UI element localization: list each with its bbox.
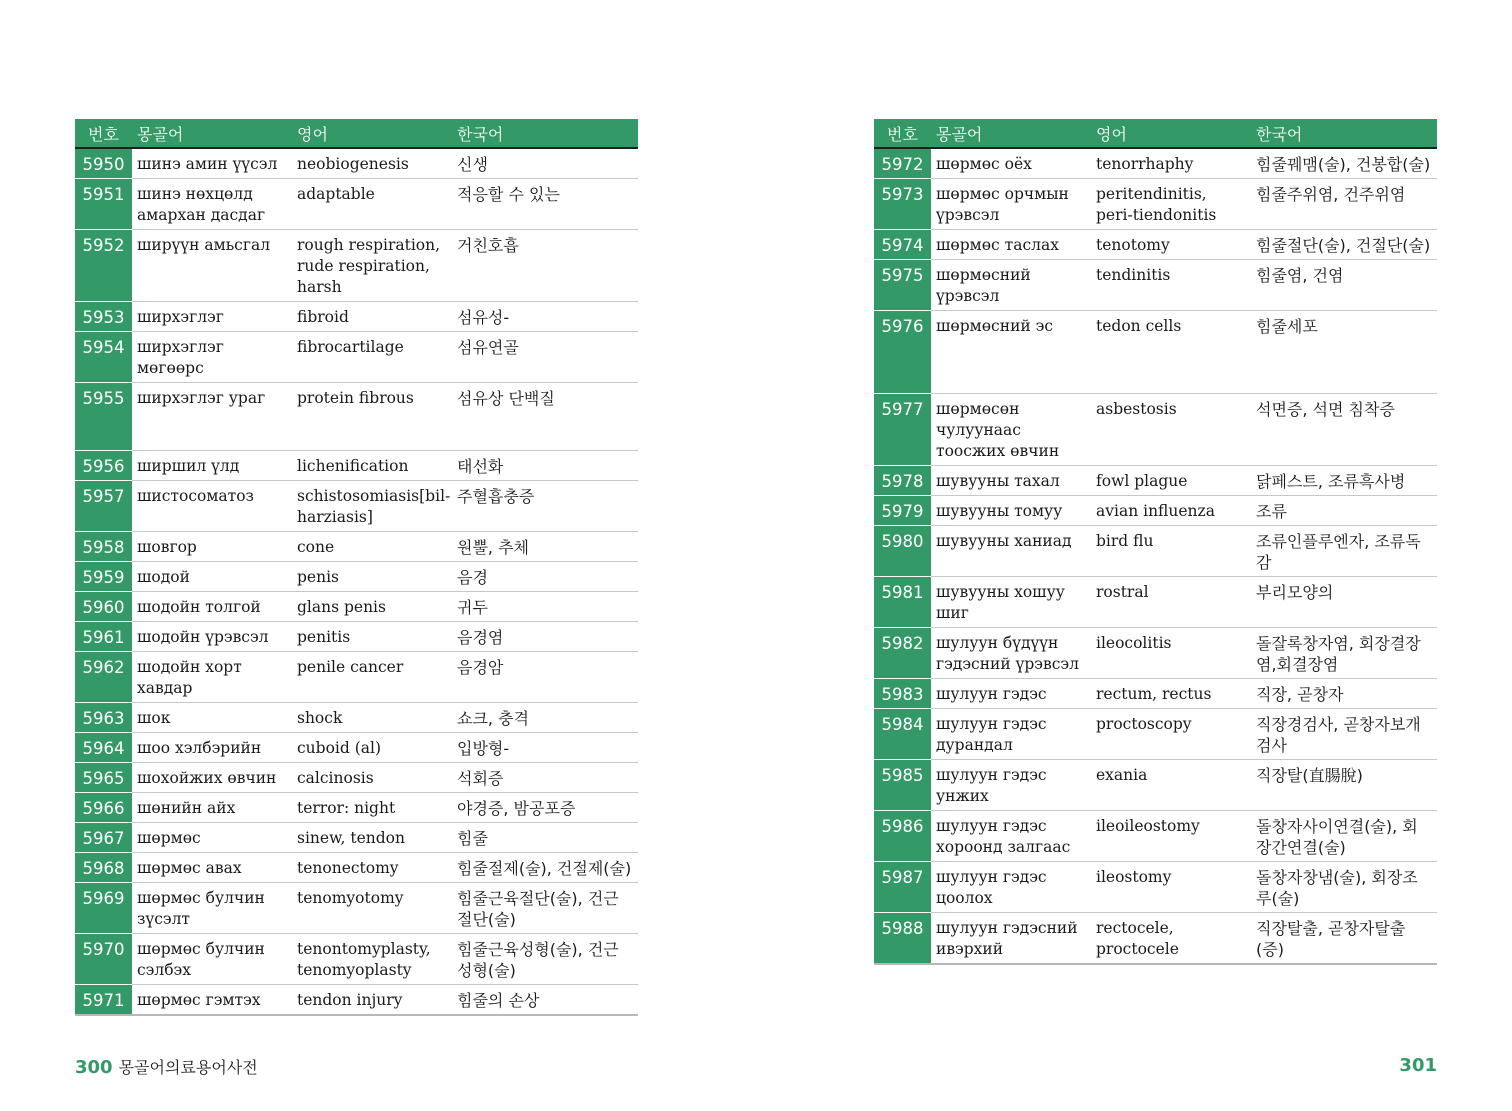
table-row [874,526,1437,577]
english-term: peritendinitis, peri-tiendonitis [1091,179,1251,230]
english-term: cuboid (al) [292,733,452,763]
table-row [75,481,638,532]
english-term: sinew, tendon [292,823,452,853]
english-term: tendon injury [292,985,452,1016]
entry-number: 5966 [75,793,132,823]
table-row [75,934,638,985]
footer-left [75,1055,258,1078]
mongolian-term: ширхэглэг [132,302,292,332]
korean-term: 힘줄세포 [1251,311,1437,394]
english-term: adaptable [292,179,452,230]
korean-term: 음경 [452,562,638,592]
table-row [874,709,1437,760]
entry-number: 5971 [75,985,132,1016]
entry-number: 5962 [75,652,132,703]
mongolian-term: шоо хэлбэрийн [132,733,292,763]
korean-term: 힘줄의 손상 [452,985,638,1016]
mongolian-term: шувууны хошуу шиг [931,577,1091,628]
table-row [874,760,1437,811]
korean-term: 섬유상 단백질 [452,383,638,451]
table-row [75,148,638,179]
entry-number: 5960 [75,592,132,622]
mongolian-term: шөрмөс булчин зүсэлт [132,883,292,934]
table-header-row [874,119,1437,148]
table-row [75,592,638,622]
mongolian-term: шулуун гэдэс хороонд залгаас [931,811,1091,862]
table-row [874,577,1437,628]
english-term: ileocolitis [1091,628,1251,679]
mongolian-term: шувууны тахал [931,466,1091,496]
table-row [75,793,638,823]
korean-term: 조류인플루엔자, 조류독감 [1251,526,1437,577]
english-term: tenomyotomy [292,883,452,934]
entry-number: 5984 [874,709,931,760]
table-row [874,862,1437,913]
entry-number: 5968 [75,853,132,883]
table-row [874,260,1437,311]
entry-number: 5981 [874,577,931,628]
mongolian-term: шөрмөс авах [132,853,292,883]
table-body-left [75,148,638,1015]
english-term: proctoscopy [1091,709,1251,760]
english-term: rostral [1091,577,1251,628]
header-mongolian: 몽골어 [931,119,1091,148]
entry-number: 5972 [874,148,931,179]
english-term: calcinosis [292,763,452,793]
mongolian-term: шулуун гэдэс дурандал [931,709,1091,760]
entry-number: 5969 [75,883,132,934]
english-term: ileostomy [1091,862,1251,913]
korean-term: 원뿔, 추체 [452,532,638,562]
table-header-row [75,119,638,148]
english-term: penis [292,562,452,592]
mongolian-term: ширхэглэг мөгөөрс [132,332,292,383]
mongolian-term: шулуун гэдэс цоолох [931,862,1091,913]
header-english: 영어 [292,119,452,148]
mongolian-term: шөрмөс гэмтэх [132,985,292,1016]
english-term: cone [292,532,452,562]
mongolian-term: шөрмөс оёх [931,148,1091,179]
korean-term: 힘줄절제(술), 건절제(술) [452,853,638,883]
table-row [75,383,638,451]
korean-term: 닭페스트, 조류흑사병 [1251,466,1437,496]
english-term: fibroid [292,302,452,332]
entry-number: 5951 [75,179,132,230]
korean-term: 조류 [1251,496,1437,526]
mongolian-term: шөрмөс орчмын үрэвсэл [931,179,1091,230]
korean-term: 음경암 [452,652,638,703]
korean-term: 힘줄 [452,823,638,853]
entry-number: 5959 [75,562,132,592]
dictionary-table-right [874,119,1437,965]
table-row [874,394,1437,466]
table-row [75,332,638,383]
korean-term: 석면증, 석면 침착증 [1251,394,1437,466]
entry-number: 5965 [75,763,132,793]
mongolian-term: ширхэглэг ураг [132,383,292,451]
mongolian-term: шинэ нөхцөлд амархан дасдаг [132,179,292,230]
mongolian-term: шөрмөс таслах [931,230,1091,260]
korean-term: 쇼크, 충격 [452,703,638,733]
header-korean: 한국어 [452,119,638,148]
entry-number: 5986 [874,811,931,862]
english-term: terror: night [292,793,452,823]
english-term: tenontomyplasty, tenomyoplasty [292,934,452,985]
mongolian-term: шистосоматоз [132,481,292,532]
table-row [874,179,1437,230]
english-term: bird flu [1091,526,1251,577]
entry-number: 5988 [874,913,931,965]
korean-term: 직장탈출, 곧창자탈출(증) [1251,913,1437,965]
table-row [874,148,1437,179]
korean-term: 돌창자창냄(술), 회장조루(술) [1251,862,1437,913]
table-row [874,628,1437,679]
english-term: rectocele, proctocele [1091,913,1251,965]
table-row [75,853,638,883]
korean-term: 적응할 수 있는 [452,179,638,230]
korean-term: 석회증 [452,763,638,793]
header-english: 영어 [1091,119,1251,148]
mongolian-term: ширшил үлд [132,451,292,481]
korean-term: 직장, 곧창자 [1251,679,1437,709]
korean-term: 돌창자사이연결(술), 회장간연결(술) [1251,811,1437,862]
mongolian-term: шулуун бүдүүн гэдэсний үрэвсэл [931,628,1091,679]
english-term: fibrocartilage [292,332,452,383]
table-row [75,179,638,230]
english-term: avian influenza [1091,496,1251,526]
mongolian-term: шулуун гэдэс [931,679,1091,709]
entry-number: 5954 [75,332,132,383]
korean-term: 주혈흡충증 [452,481,638,532]
mongolian-term: шодойн хорт хавдар [132,652,292,703]
english-term: rough respiration, rude respiration, harsh [292,230,452,302]
english-term: neobiogenesis [292,148,452,179]
korean-term: 힘줄근육절단(술), 건근절단(술) [452,883,638,934]
korean-term: 돌잘록창자염, 회장결장염,회결장염 [1251,628,1437,679]
mongolian-term: шулуун гэдэсний ивэрхий [931,913,1091,965]
korean-term: 힘줄절단(술), 건절단(술) [1251,230,1437,260]
mongolian-term: шөрмөс [132,823,292,853]
mongolian-term: шохойжих өвчин [132,763,292,793]
korean-term: 입방형- [452,733,638,763]
mongolian-term: шөрмөс булчин сэлбэх [132,934,292,985]
mongolian-term: шинэ амин үүсэл [132,148,292,179]
entry-number: 5956 [75,451,132,481]
korean-term: 야경증, 밤공포증 [452,793,638,823]
table-body-right [874,148,1437,964]
table-row [75,622,638,652]
table-row [75,883,638,934]
entry-number: 5977 [874,394,931,466]
entry-number: 5961 [75,622,132,652]
english-term: lichenification [292,451,452,481]
mongolian-term: шувууны ханиад [931,526,1091,577]
english-term: fowl plague [1091,466,1251,496]
entry-number: 5952 [75,230,132,302]
english-term: rectum, rectus [1091,679,1251,709]
korean-term: 직장탈(直腸脫) [1251,760,1437,811]
entry-number: 5955 [75,383,132,451]
mongolian-term: шулуун гэдэс унжих [931,760,1091,811]
entry-number: 5979 [874,496,931,526]
english-term: ileoileostomy [1091,811,1251,862]
mongolian-term: шок [132,703,292,733]
entry-number: 5978 [874,466,931,496]
korean-term: 거친호흡 [452,230,638,302]
english-term: tedon cells [1091,311,1251,394]
entry-number: 5980 [874,526,931,577]
left-page-number: 300 [75,1057,113,1078]
mongolian-term: шөнийн айх [132,793,292,823]
table-row [75,703,638,733]
english-term: penitis [292,622,452,652]
table-row [75,451,638,481]
dictionary-table-left [75,119,638,1016]
mongolian-term: шодой [132,562,292,592]
mongolian-term: шовгор [132,532,292,562]
header-korean: 한국어 [1251,119,1437,148]
korean-term: 섬유연골 [452,332,638,383]
header-mongolian: 몽골어 [132,119,292,148]
right-page-number: 301 [1399,1055,1437,1076]
mongolian-term: ширүүн амьсгал [132,230,292,302]
english-term: glans penis [292,592,452,622]
entry-number: 5957 [75,481,132,532]
english-term: exania [1091,760,1251,811]
table-row [75,562,638,592]
table-row [75,302,638,332]
mongolian-term: шодойн толгой [132,592,292,622]
entry-number: 5973 [874,179,931,230]
english-term: tenorrhaphy [1091,148,1251,179]
entry-number: 5963 [75,703,132,733]
korean-term: 힘줄꿰맴(술), 건봉합(술) [1251,148,1437,179]
table-row [874,679,1437,709]
english-term: protein fibrous [292,383,452,451]
mongolian-term: шөрмөсний үрэвсэл [931,260,1091,311]
header-number: 번호 [75,119,132,148]
table-row [874,811,1437,862]
korean-term: 귀두 [452,592,638,622]
table-row [75,733,638,763]
english-term: shock [292,703,452,733]
entry-number: 5975 [874,260,931,311]
entry-number: 5970 [75,934,132,985]
table-row [874,311,1437,394]
entry-number: 5967 [75,823,132,853]
table-row [874,230,1437,260]
entry-number: 5958 [75,532,132,562]
table-row [75,230,638,302]
table-row [75,532,638,562]
english-term: tendinitis [1091,260,1251,311]
entry-number: 5976 [874,311,931,394]
table-row [874,466,1437,496]
entry-number: 5987 [874,862,931,913]
korean-term: 신생 [452,148,638,179]
table-row [75,652,638,703]
table-row [874,913,1437,965]
korean-term: 직장경검사, 곧창자보개검사 [1251,709,1437,760]
entry-number: 5964 [75,733,132,763]
korean-term: 힘줄주위염, 건주위염 [1251,179,1437,230]
korean-term: 부리모양의 [1251,577,1437,628]
entry-number: 5982 [874,628,931,679]
english-term: tenonectomy [292,853,452,883]
mongolian-term: шөрмөсөн чулуунаас тоосжих өвчин [931,394,1091,466]
korean-term: 섬유성- [452,302,638,332]
mongolian-term: шувууны томуу [931,496,1091,526]
table-row [75,823,638,853]
korean-term: 태선화 [452,451,638,481]
entry-number: 5950 [75,148,132,179]
english-term: tenotomy [1091,230,1251,260]
mongolian-term: шөрмөсний эс [931,311,1091,394]
entry-number: 5983 [874,679,931,709]
table-row [75,763,638,793]
table-row [874,496,1437,526]
book-title: 몽골어의료용어사전 [118,1058,258,1077]
mongolian-term: шодойн үрэвсэл [132,622,292,652]
entry-number: 5974 [874,230,931,260]
korean-term: 힘줄근육성형(술), 건근성형(술) [452,934,638,985]
english-term: penile cancer [292,652,452,703]
korean-term: 음경염 [452,622,638,652]
entry-number: 5953 [75,302,132,332]
english-term: asbestosis [1091,394,1251,466]
header-number: 번호 [874,119,931,148]
english-term: schistosomiasis[bil-harziasis] [292,481,452,532]
table-row [75,985,638,1016]
korean-term: 힘줄염, 건염 [1251,260,1437,311]
entry-number: 5985 [874,760,931,811]
